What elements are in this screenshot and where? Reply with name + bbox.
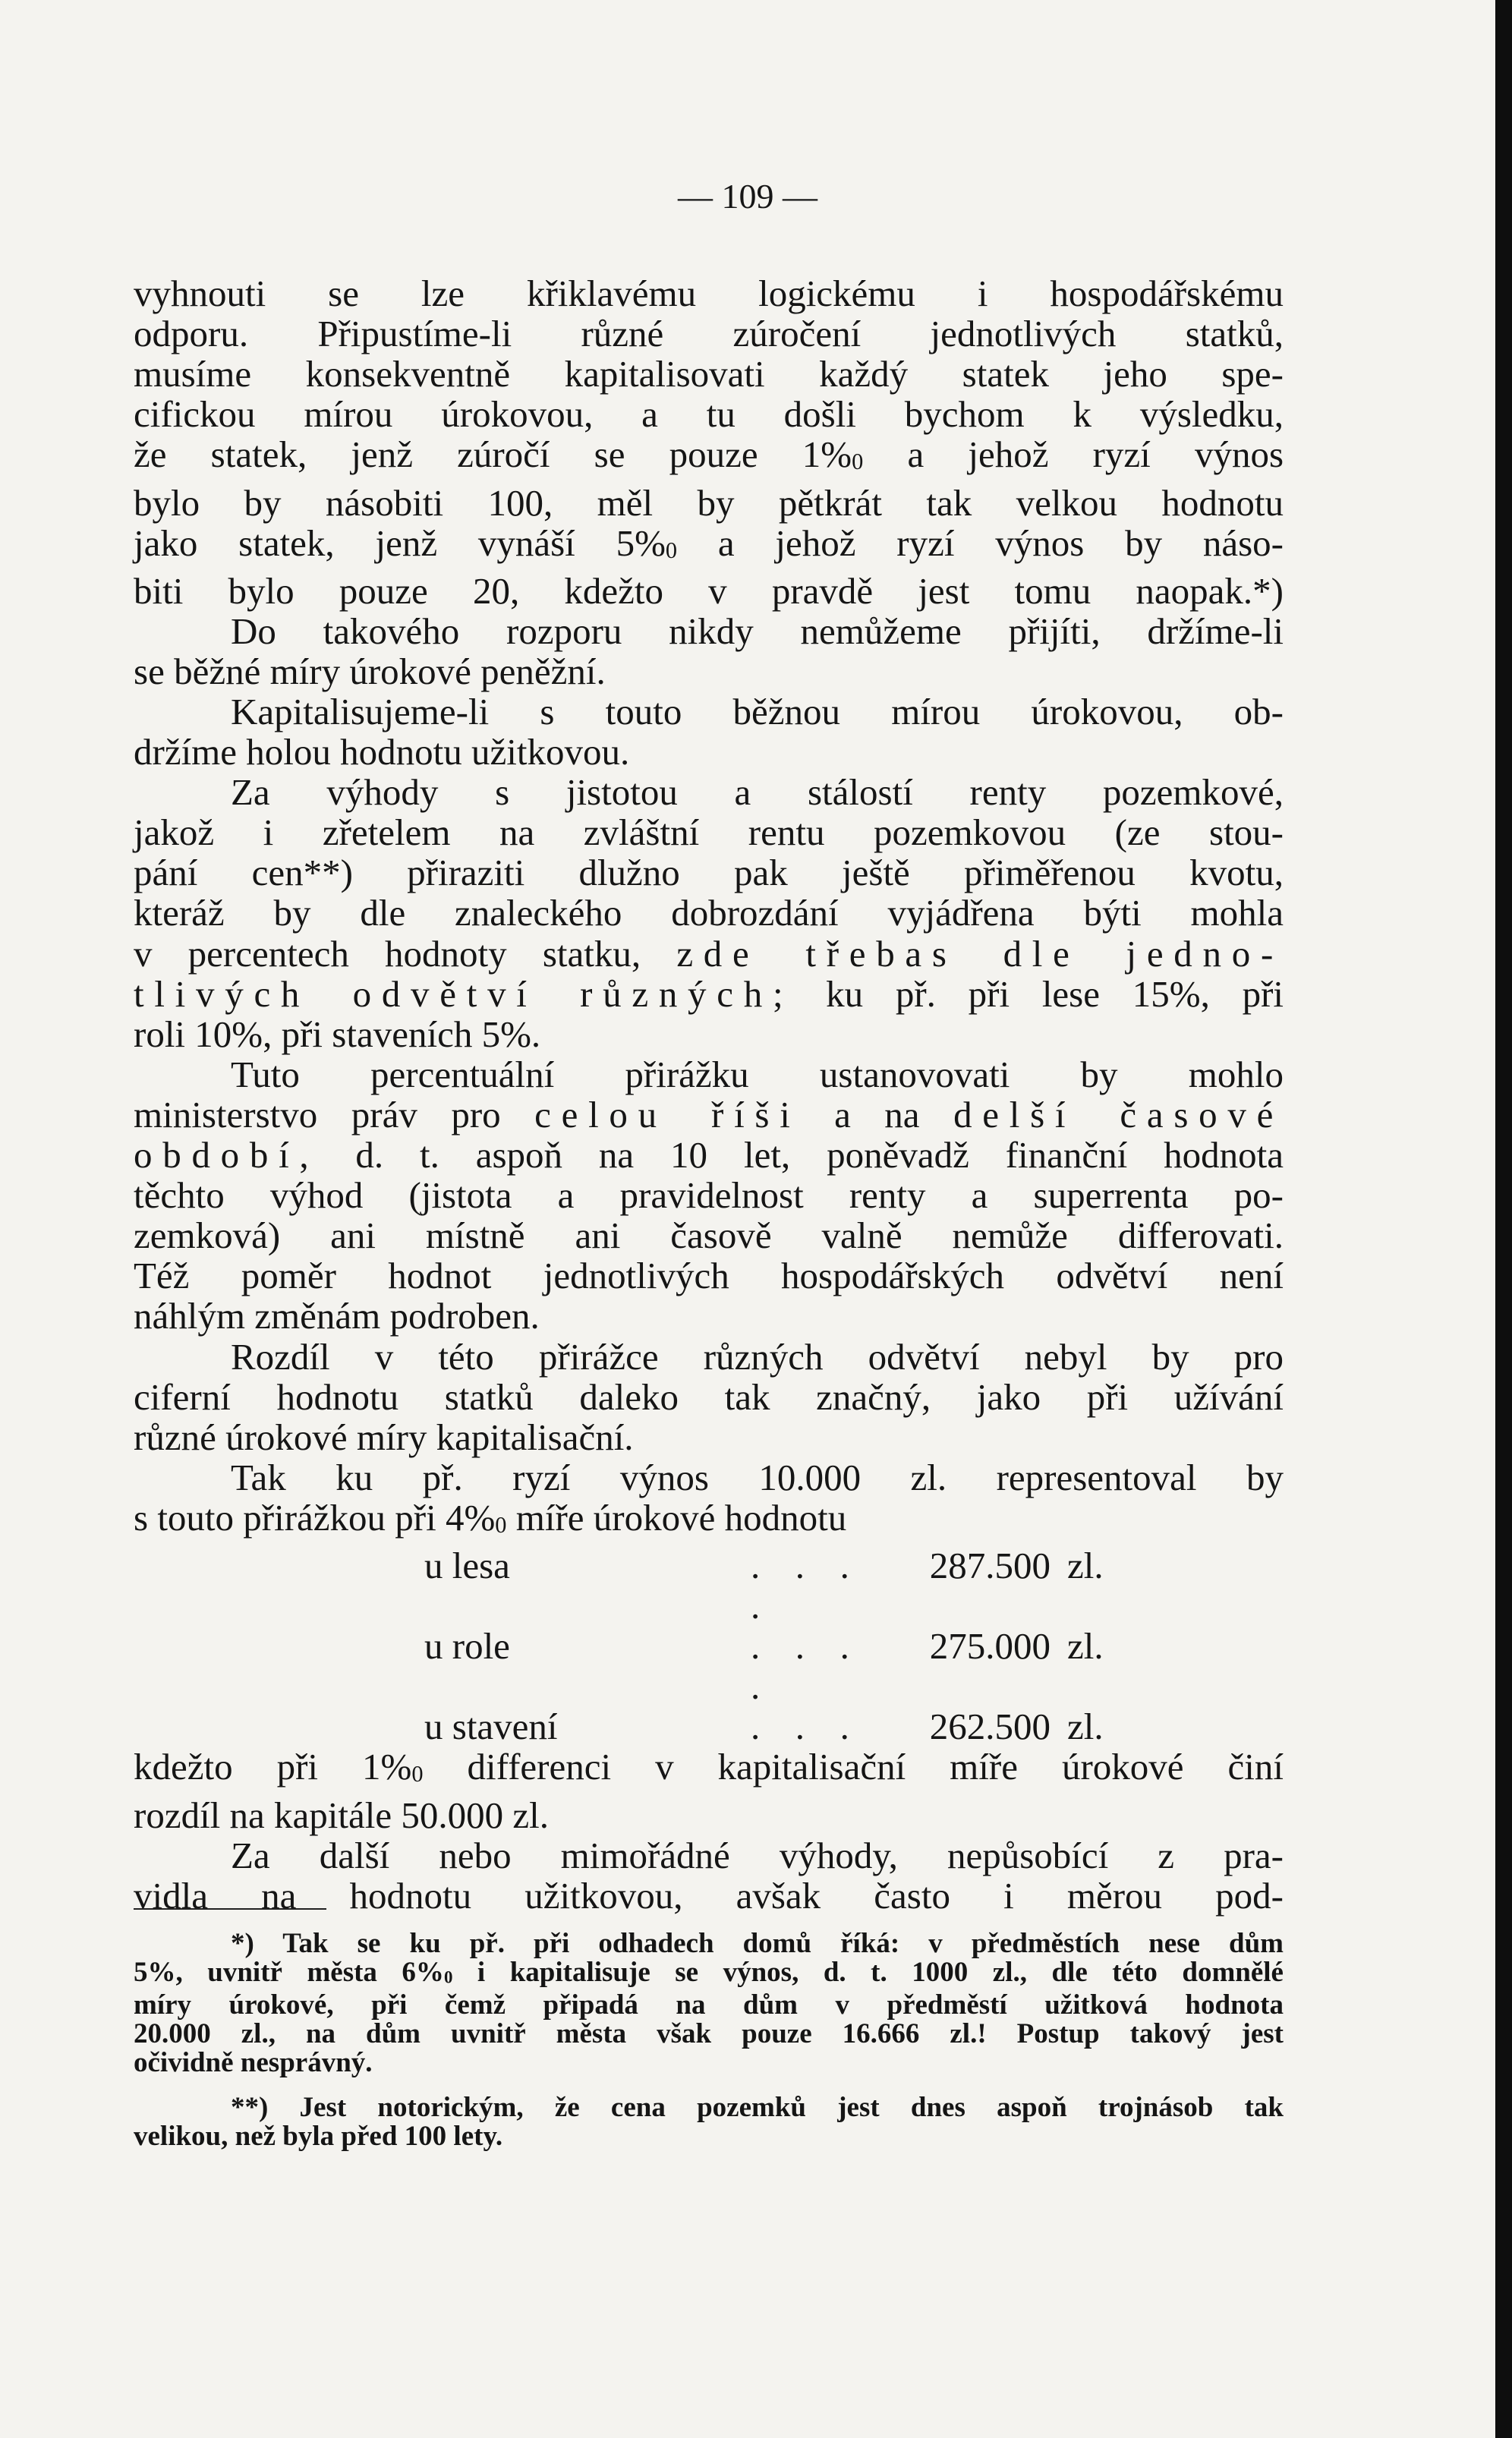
text-line: odporu. Připustíme-li různé zúročení jednotlivých statků, — [134, 313, 1284, 355]
text-line: kdežto při 1%0 differenci v kapitalisační míře úrokové činí — [134, 1746, 1284, 1788]
table-amount: 262.500 — [929, 1706, 1051, 1748]
scan-edge — [1495, 0, 1512, 2438]
text-line: vyhnouti se lze křiklavému logickému i hospodářskému — [134, 272, 1284, 314]
text-line: bylo by násobiti 100, měl by pětkrát tak velkou hodnotu — [134, 481, 1284, 524]
text-line: s touto přirážkou při 4%0 míře úrokové hodnotu — [134, 1496, 847, 1539]
text-line: Do takového rozporu nikdy nemůžeme přijíti, držíme-li — [231, 610, 1284, 652]
table-amount: 287.500 — [929, 1545, 1051, 1586]
text-line: tlivých odvětví různých; ku př. při lese 15%, při — [134, 972, 1284, 1015]
table-label: u role — [424, 1625, 510, 1668]
text-line: jako statek, jenž vynáší 5%0 a jehož ryzí výnos by náso- — [134, 521, 1284, 564]
text-line: roli 10%, při staveních 5%. — [134, 1013, 541, 1055]
text-line: se běžné míry úrokové peněžní. — [134, 650, 606, 692]
table-dots: . . . — [751, 1706, 862, 1748]
text-line: Tak ku př. ryzí výnos 10.000 zl. representoval by — [231, 1456, 1284, 1498]
footnote-line: *) Tak se ku př. při odhadech domů říká: v předměstích nese dům — [231, 1928, 1284, 1959]
text-line: ciferní hodnotu statků daleko tak značný, jako při užívání — [134, 1375, 1284, 1418]
table-row — [134, 1626, 1284, 1706]
text-line: Rozdíl v této přirážce různých odvětví nebyl by pro — [231, 1335, 1284, 1378]
text-line: v percentech hodnoty statku, zde třebas dle jedno- — [134, 932, 1284, 975]
footnote-line: míry úrokové, při čemž připadá na dům v předměstí užitková hodnota — [134, 1989, 1284, 2021]
text-line: Též poměr hodnot jednotlivých hospodářských odvětví není — [134, 1255, 1284, 1297]
text-line: vidla na hodnotu užitkovou, avšak často i měrou pod- — [134, 1874, 1284, 1917]
text-line: ministerstvo práv pro celou říši a na delší časové — [134, 1093, 1284, 1136]
text-line: Tuto percentuální přirážku ustanovovati by mohlo — [231, 1053, 1284, 1095]
text-line: Za výhody s jistotou a stálostí renty pozemkové, — [231, 771, 1284, 814]
table-unit: zl. — [1067, 1545, 1104, 1586]
text-line: kteráž by dle znaleckého dobrozdání vyjádřena býti mohla — [134, 892, 1284, 934]
text-line: rozdíl na kapitále 50.000 zl. — [134, 1794, 549, 1836]
text-line: těchto výhod (jistota a pravidelnost renty a superrenta po- — [134, 1174, 1284, 1217]
footnote-rule — [134, 1908, 326, 1910]
body-text — [134, 273, 1284, 1916]
table-label: u lesa — [424, 1545, 510, 1586]
text-line: jakož i zřetelem na zvláštní rentu pozemkovou (ze stou- — [134, 811, 1284, 854]
text-line: biti bylo pouze 20, kdežto v pravdě jest tomu naopak.*) — [134, 569, 1284, 612]
text-line: cifickou mírou úrokovou, a tu došli bychom k výsledku, — [134, 393, 1284, 436]
text-line: Za další nebo mimořádné výhody, nepůsobící z pra- — [231, 1834, 1284, 1876]
footnote-line: očividně nesprávný. — [134, 2046, 373, 2078]
value-table — [134, 1545, 1284, 1747]
text-line: zemková) ani místně ani časově valně nemůže differovati. — [134, 1214, 1284, 1257]
table-row — [134, 1545, 1284, 1626]
table-dots: . . . . — [751, 1625, 862, 1708]
table-label: u stavení — [424, 1706, 558, 1748]
footnote-line: **) Jest notorickým, že cena pozemků jest dnes aspoň trojnásob tak — [231, 2092, 1284, 2124]
footnote-line: 5%, uvnitř města 6%0 i kapitalisuje se výnos, d. t. 1000 zl., dle této domnělé — [134, 1956, 1284, 1988]
table-unit: zl. — [1067, 1706, 1104, 1748]
table-amount: 275.000 — [929, 1625, 1051, 1668]
footnote-line: 20.000 zl., na dům uvnitř města však pouze 16.666 zl.! Postup takový jest — [134, 2018, 1284, 2050]
text-line: Kapitalisujeme-li s touto běžnou mírou úrokovou, ob- — [231, 691, 1284, 732]
text-line: období, d. t. aspoň na 10 let, poněvadž finanční hodnota — [134, 1134, 1284, 1176]
text-line: držíme holou hodnotu užitkovou. — [134, 731, 630, 773]
table-unit: zl. — [1067, 1625, 1104, 1668]
page-number: — 109 — — [678, 177, 817, 216]
table-row — [134, 1706, 1284, 1747]
footnotes — [134, 1929, 1284, 2150]
text-line: musíme konsekventně kapitalisovati každý statek jeho spe- — [134, 353, 1284, 395]
footnote-line: velikou, než byla před 100 lety. — [134, 2120, 503, 2152]
text-line: náhlým změnám podroben. — [134, 1295, 540, 1337]
text-line: pání cen**) přiraziti dlužno pak ještě přiměřenou kvotu, — [134, 852, 1284, 894]
table-dots: . . . . — [751, 1545, 862, 1627]
text-line: různé úrokové míry kapitalisační. — [134, 1416, 634, 1458]
text-line: že statek, jenž zúročí se pouze 1%0 a jehož ryzí výnos — [134, 433, 1284, 476]
